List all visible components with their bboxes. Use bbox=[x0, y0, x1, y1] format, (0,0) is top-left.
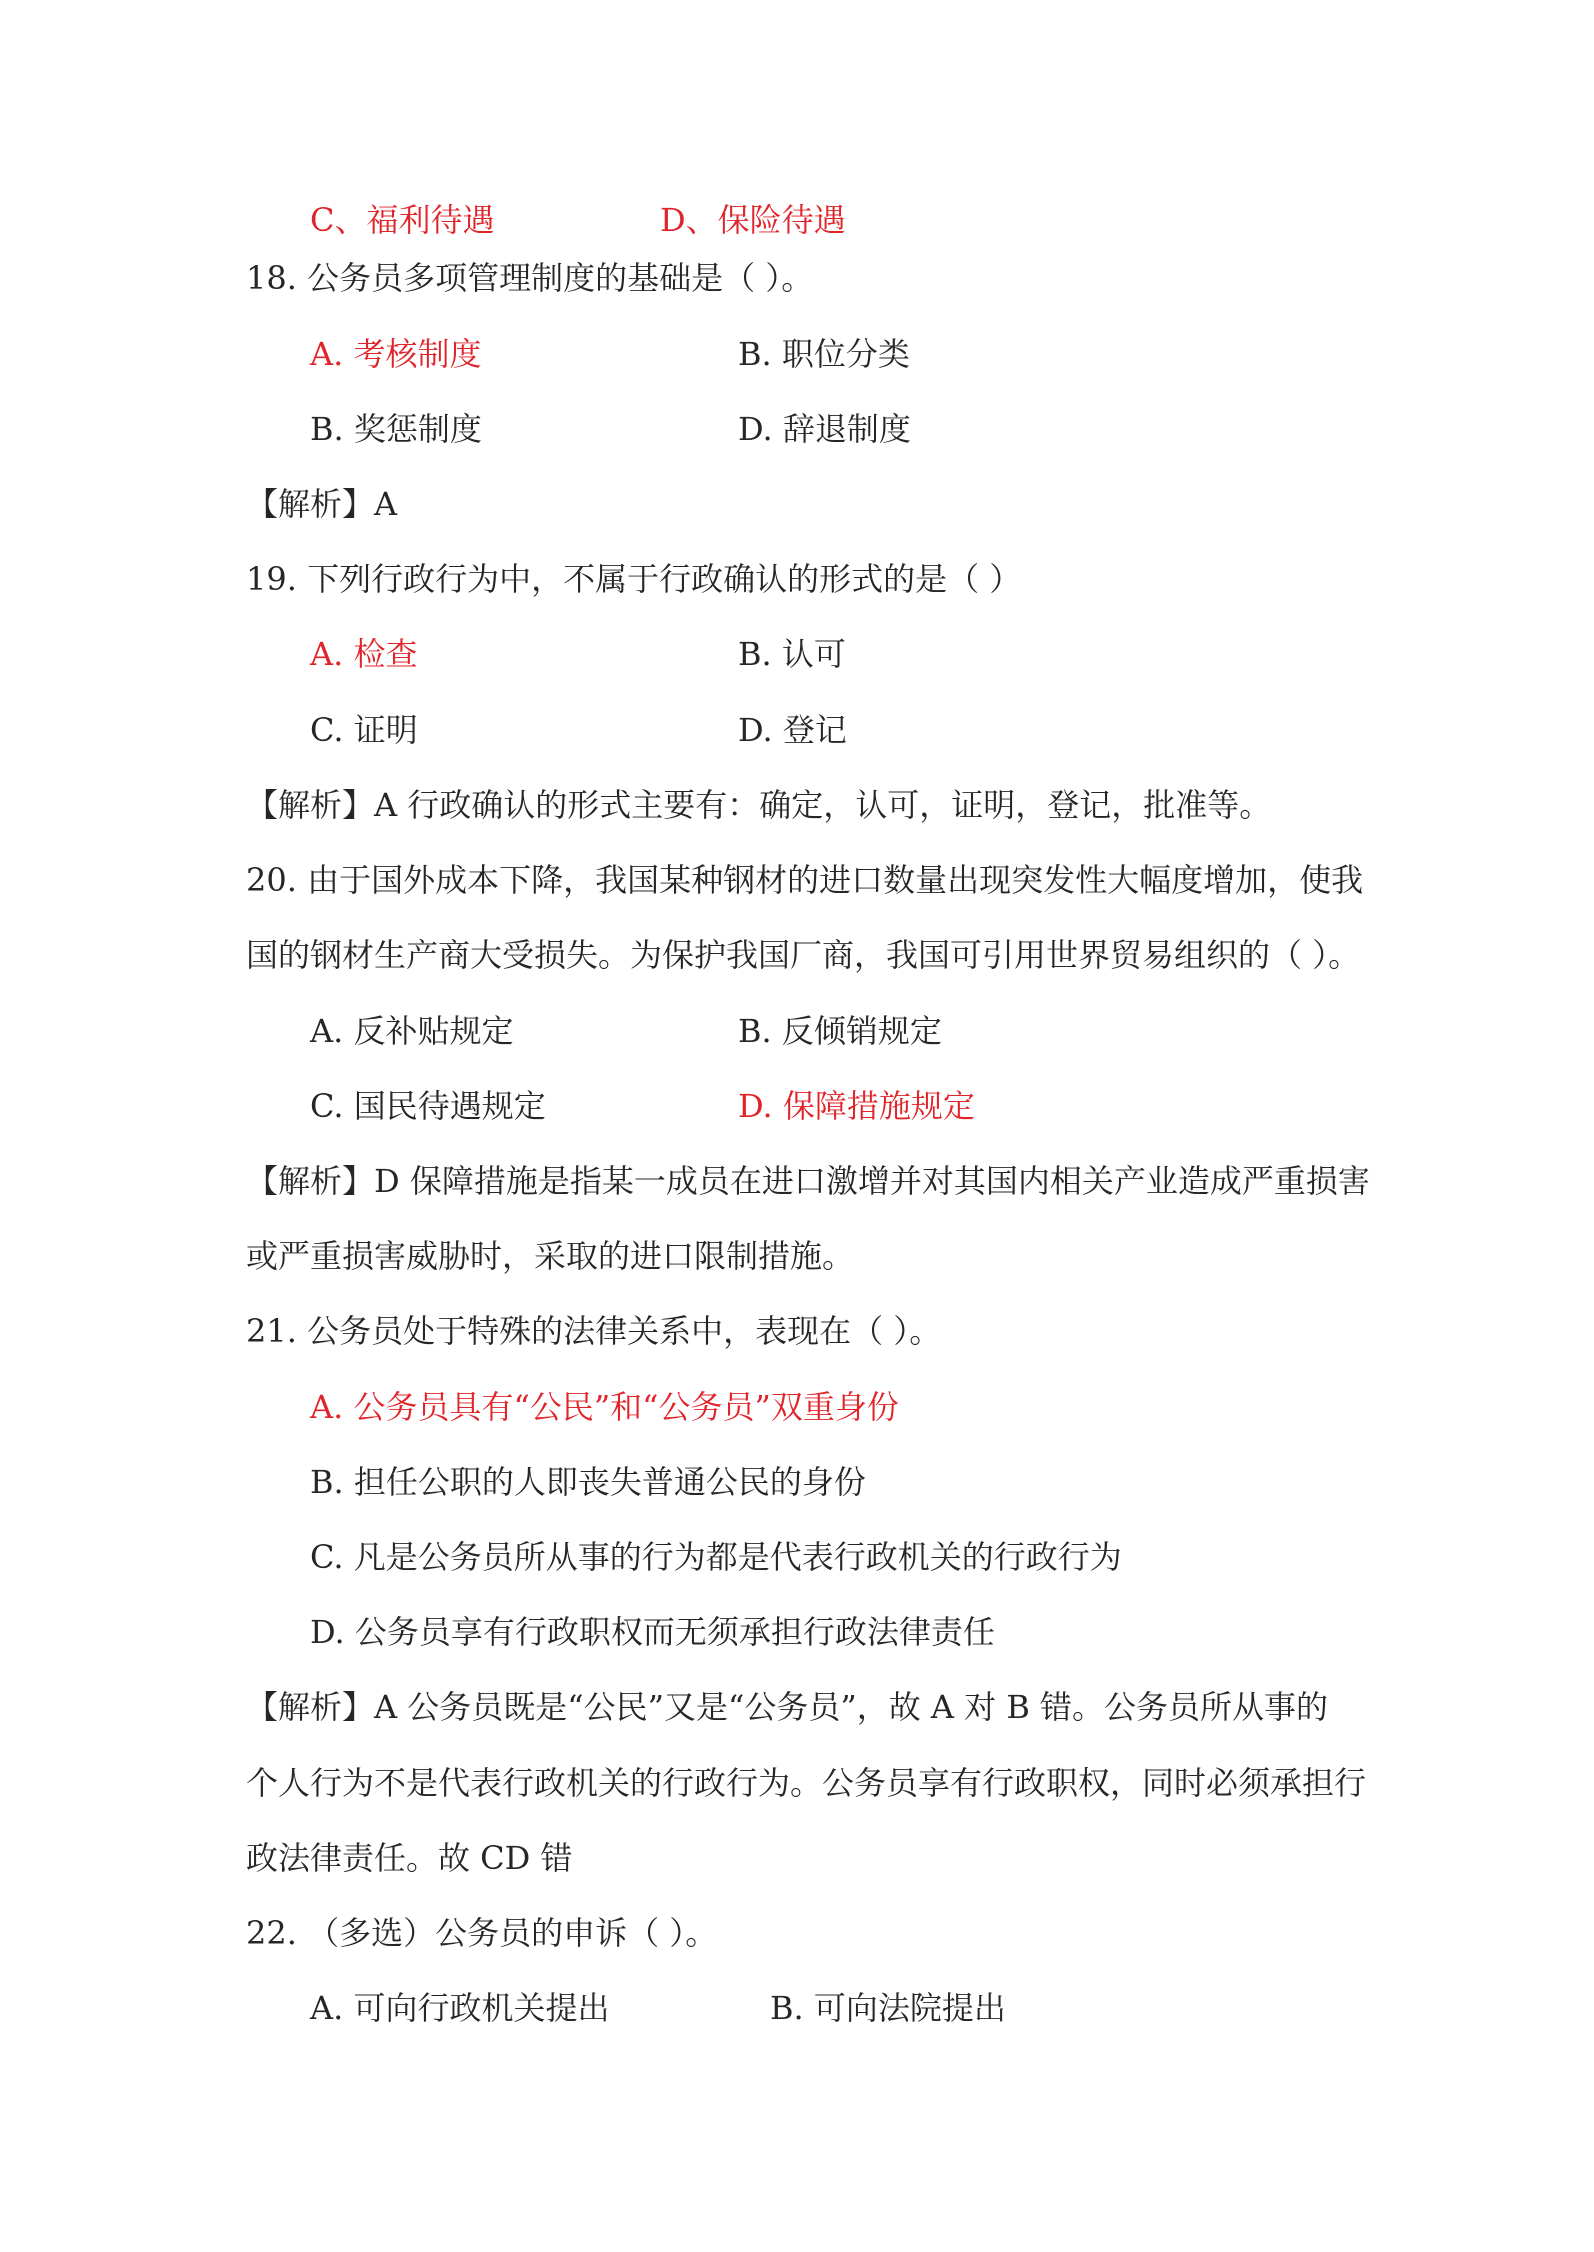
q17-option-d: D、保险待遇 bbox=[660, 201, 846, 239]
q20-option-a: A. 反补贴规定 bbox=[310, 1012, 514, 1050]
q19-stem: 19. 下列行政行为中，不属于行政确认的形式的是（ ） bbox=[246, 560, 1022, 598]
q20-analysis-line1: 【解析】D 保障措施是指某一成员在进口激增并对其国内相关产业造成严重损害 bbox=[246, 1162, 1370, 1200]
q19-option-d: D. 登记 bbox=[738, 711, 847, 749]
q21-stem: 21. 公务员处于特殊的法律关系中，表现在（ ）。 bbox=[246, 1312, 942, 1350]
q18-analysis: 【解析】A bbox=[246, 485, 398, 523]
q21-option-a: A. 公务员具有“公民”和“公务员”双重身份 bbox=[310, 1388, 899, 1426]
q19-option-c: C. 证明 bbox=[310, 711, 418, 749]
q22-option-a: A. 可向行政机关提出 bbox=[310, 1989, 610, 2027]
q20-option-d: D. 保障措施规定 bbox=[738, 1087, 975, 1125]
q21-analysis-line3: 政法律责任。故 CD 错 bbox=[246, 1839, 573, 1877]
q22-option-b: B. 可向法院提出 bbox=[770, 1989, 1006, 2027]
q21-analysis-line2: 个人行为不是代表行政机关的行政行为。公务员享有行政职权，同时必须承担行 bbox=[246, 1764, 1367, 1802]
q18-option-c: B. 奖惩制度 bbox=[310, 410, 482, 448]
q20-analysis-line2: 或严重损害威胁时，采取的进口限制措施。 bbox=[246, 1237, 855, 1275]
q18-stem: 18. 公务员多项管理制度的基础是（ ）。 bbox=[246, 259, 814, 297]
q18-option-b: B. 职位分类 bbox=[738, 335, 910, 373]
q20-stem-line1: 20. 由于国外成本下降，我国某种钢材的进口数量出现突发性大幅度增加，使我 bbox=[246, 861, 1364, 899]
q20-stem-line2: 国的钢材生产商大受损失。为保护我国厂商，我国可引用世界贸易组织的（ ）。 bbox=[246, 936, 1361, 974]
q21-option-c: C. 凡是公务员所从事的行为都是代表行政机关的行政行为 bbox=[310, 1538, 1122, 1576]
q21-analysis-line1: 【解析】A 公务员既是“公民”又是“公务员”，故 A 对 B 错。公务员所从事的 bbox=[246, 1688, 1329, 1726]
q17-option-c: C、福利待遇 bbox=[310, 201, 495, 239]
q19-analysis: 【解析】A 行政确认的形式主要有：确定，认可，证明，登记，批准等。 bbox=[246, 786, 1272, 824]
q20-option-c: C. 国民待遇规定 bbox=[310, 1087, 546, 1125]
q22-stem: 22. （多选）公务员的申诉（ ）。 bbox=[246, 1914, 718, 1952]
q18-option-d: D. 辞退制度 bbox=[738, 410, 911, 448]
q21-option-d: D. 公务员享有行政职权而无须承担行政法律责任 bbox=[310, 1613, 995, 1651]
q18-option-a: A. 考核制度 bbox=[310, 335, 482, 373]
q19-option-b: B. 认可 bbox=[738, 635, 846, 673]
q19-option-a: A. 检查 bbox=[310, 635, 418, 673]
q20-option-b: B. 反倾销规定 bbox=[738, 1012, 942, 1050]
q21-option-b: B. 担任公职的人即丧失普通公民的身份 bbox=[310, 1463, 866, 1501]
